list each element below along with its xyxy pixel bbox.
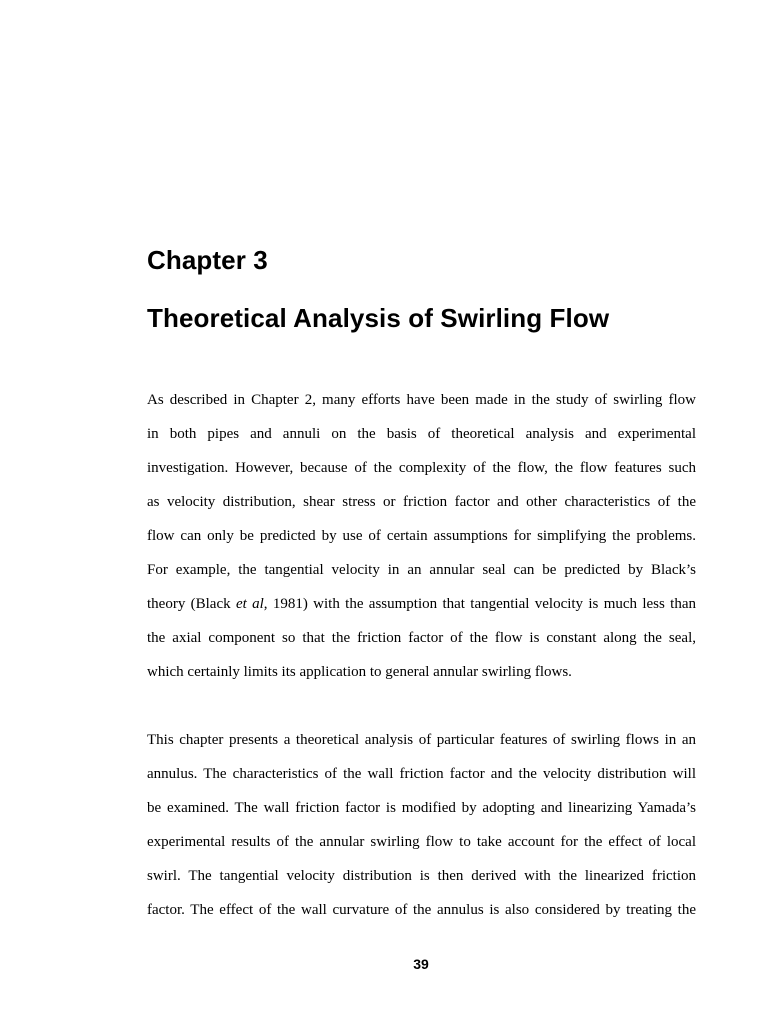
paragraph-line: As described in Chapter 2, many efforts have been made in the study of swirling flow <box>147 392 696 408</box>
paragraph-line: be examined. The wall friction factor is modified by adopting and linearizing Yamada’s <box>147 800 696 816</box>
paragraph-line: swirl. The tangential velocity distribution is then derived with the linearized friction <box>147 868 696 884</box>
paragraph-line: This chapter presents a theoretical analysis of particular features of swirling flows in an <box>147 732 696 748</box>
page-number-text: 39 <box>413 956 429 972</box>
paragraph-line: annulus. The characteristics of the wall friction factor and the velocity distribution will <box>147 766 696 782</box>
citation-text-before: theory (Black <box>147 596 236 612</box>
chapter-title: Theoretical Analysis of Swirling Flow <box>147 303 610 333</box>
paragraph-line: factor. The effect of the wall curvature of the annulus is also considered by treating the <box>147 902 696 918</box>
citation-text-after: , 1981) with the assumption that tangential velocity is much less than <box>263 596 696 612</box>
paragraph-line: in both pipes and annuli on the basis of theoretical analysis and experimental <box>147 426 696 442</box>
paragraph-line: experimental results of the annular swirling flow to take account for the effect of local <box>147 834 696 850</box>
citation-et-al: et al <box>235 596 264 612</box>
paragraph-line: which certainly limits its application to general annular swirling flows. <box>147 664 572 680</box>
paragraph-line: investigation. However, because of the complexity of the flow, the flow features such <box>147 460 696 476</box>
page-number <box>0 955 768 973</box>
paragraph-line: For example, the tangential velocity in an annular seal can be predicted by Black’s <box>147 562 696 578</box>
chapter-label: Chapter 3 <box>147 245 268 275</box>
paragraph-line: the axial component so that the friction factor of the flow is constant along the seal, <box>147 630 696 646</box>
paragraph-line-with-citation <box>147 594 696 614</box>
paragraph-line: as velocity distribution, shear stress or friction factor and other characteristics of the <box>147 494 696 510</box>
paragraph-line: flow can only be predicted by use of certain assumptions for simplifying the problems. <box>147 528 696 544</box>
